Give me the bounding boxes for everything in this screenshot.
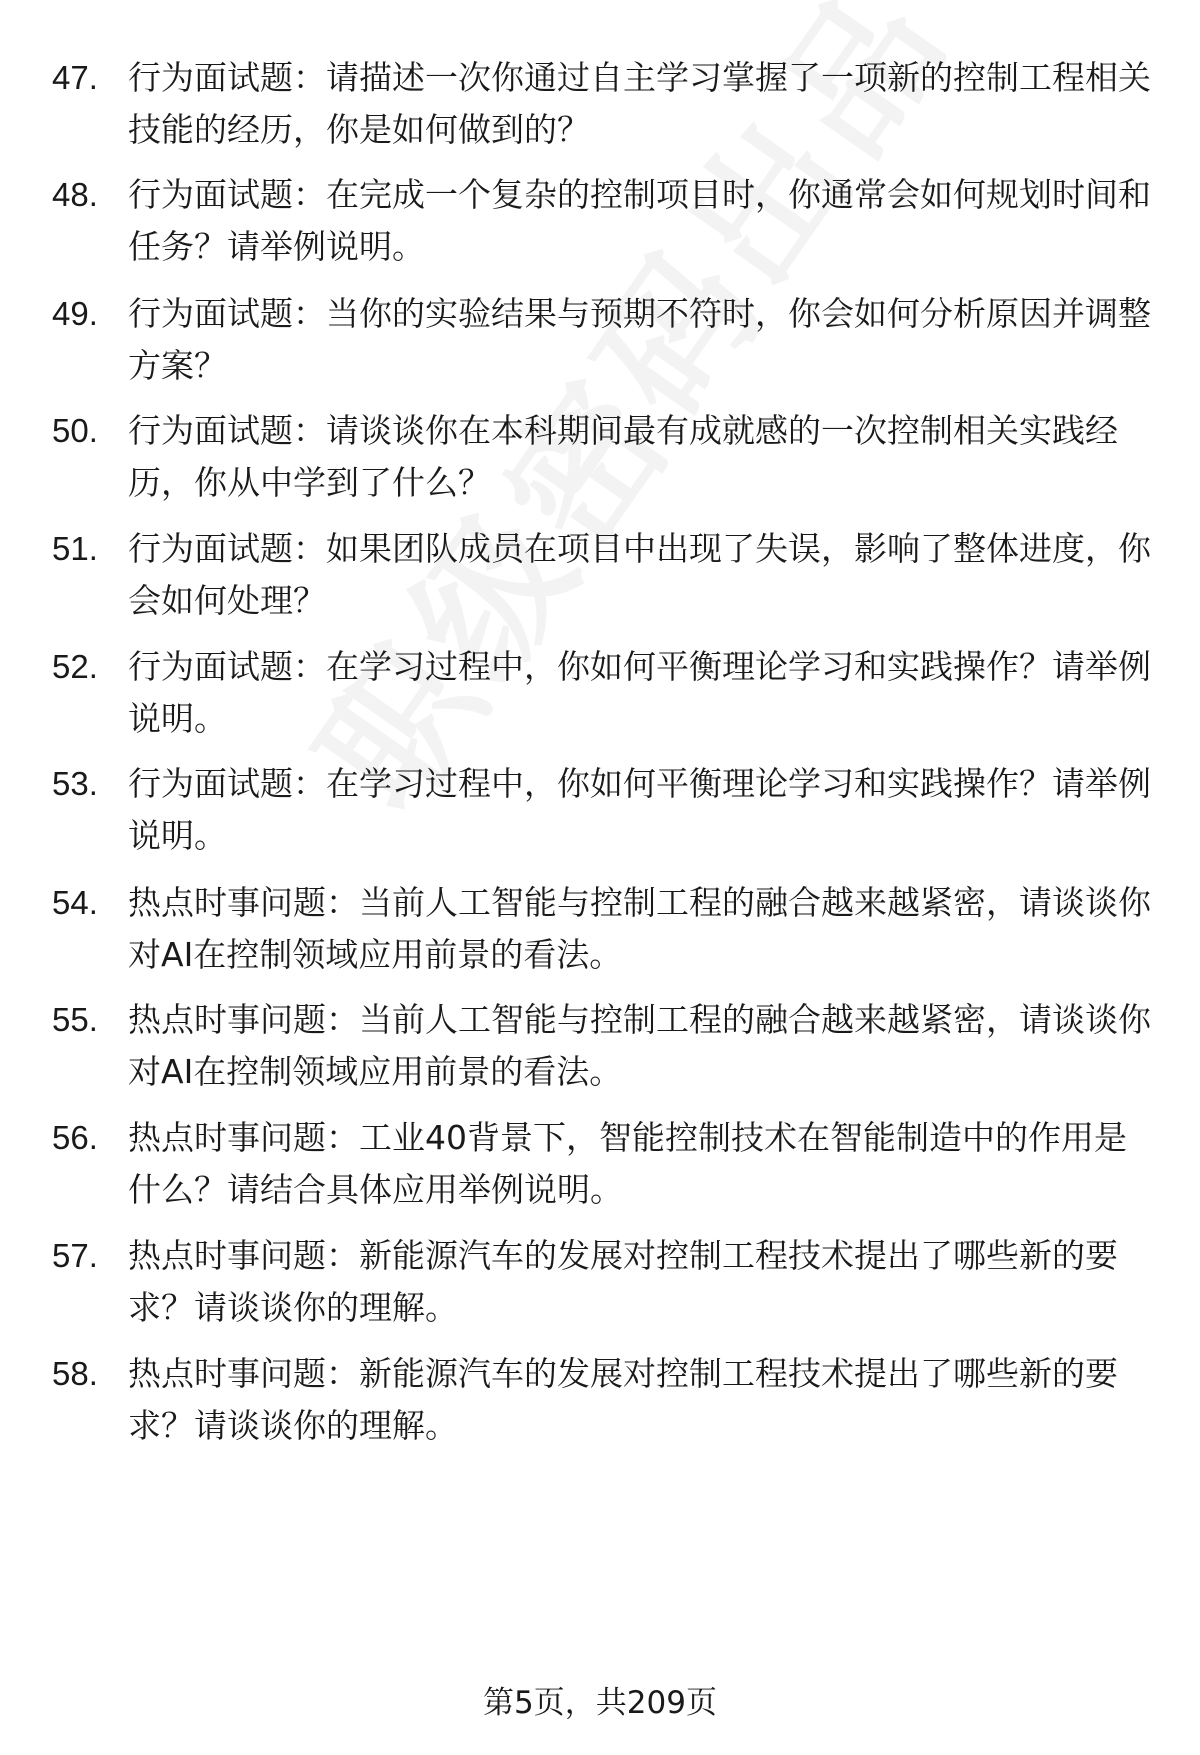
question-text: 行为面试题：当你的实验结果与预期不符时，你会如何分析原因并调整方案？ bbox=[128, 294, 1151, 385]
question-text: 行为面试题：请谈谈你在本科期间最有成就感的一次控制相关实践经历，你从中学到了什么？ bbox=[128, 411, 1118, 502]
question-number: 55. bbox=[52, 1001, 98, 1038]
question-text: 热点时事问题：当前人工智能与控制工程的融合越来越紧密，请谈谈你对AI在控制领域应用前景的看法。 bbox=[128, 883, 1151, 974]
question-text: 行为面试题：如果团队成员在项目中出现了失误，影响了整体进度，你会如何处理？ bbox=[128, 529, 1151, 620]
question-number: 53. bbox=[52, 765, 98, 802]
question-text: 热点时事问题：新能源汽车的发展对控制工程技术提出了哪些新的要求？请谈谈你的理解。 bbox=[128, 1354, 1118, 1445]
question-number: 56. bbox=[52, 1119, 98, 1156]
question-number: 47. bbox=[52, 59, 98, 96]
question-number: 54. bbox=[52, 884, 98, 921]
question-number: 51. bbox=[52, 530, 98, 567]
question-number: 58. bbox=[52, 1355, 98, 1392]
question-text: 行为面试题：在完成一个复杂的控制项目时，你通常会如何规划时间和任务？请举例说明。 bbox=[128, 175, 1151, 266]
question-text: 行为面试题：在学习过程中，你如何平衡理论学习和实践操作？请举例说明。 bbox=[128, 764, 1151, 855]
question-number: 50. bbox=[52, 412, 98, 449]
question-number: 52. bbox=[52, 648, 98, 685]
question-text: 行为面试题：在学习过程中，你如何平衡理论学习和实践操作？请举例说明。 bbox=[128, 647, 1151, 738]
question-text: 热点时事问题：工业40背景下，智能控制技术在智能制造中的作用是什么？请结合具体应用举例说明。 bbox=[128, 1118, 1127, 1209]
question-number: 49. bbox=[52, 295, 98, 332]
question-number: 57. bbox=[52, 1237, 98, 1274]
question-text: 热点时事问题：新能源汽车的发展对控制工程技术提出了哪些新的要求？请谈谈你的理解。 bbox=[128, 1236, 1118, 1327]
question-text: 热点时事问题：当前人工智能与控制工程的融合越来越紧密，请谈谈你对AI在控制领域应用前景的看法。 bbox=[128, 1000, 1151, 1091]
question-number: 48. bbox=[52, 176, 98, 213]
page-footer: 第5页，共209页 bbox=[483, 1685, 717, 1721]
question-text: 行为面试题：请描述一次你通过自主学习掌握了一项新的控制工程相关技能的经历，你是如何做到的？ bbox=[128, 58, 1151, 149]
